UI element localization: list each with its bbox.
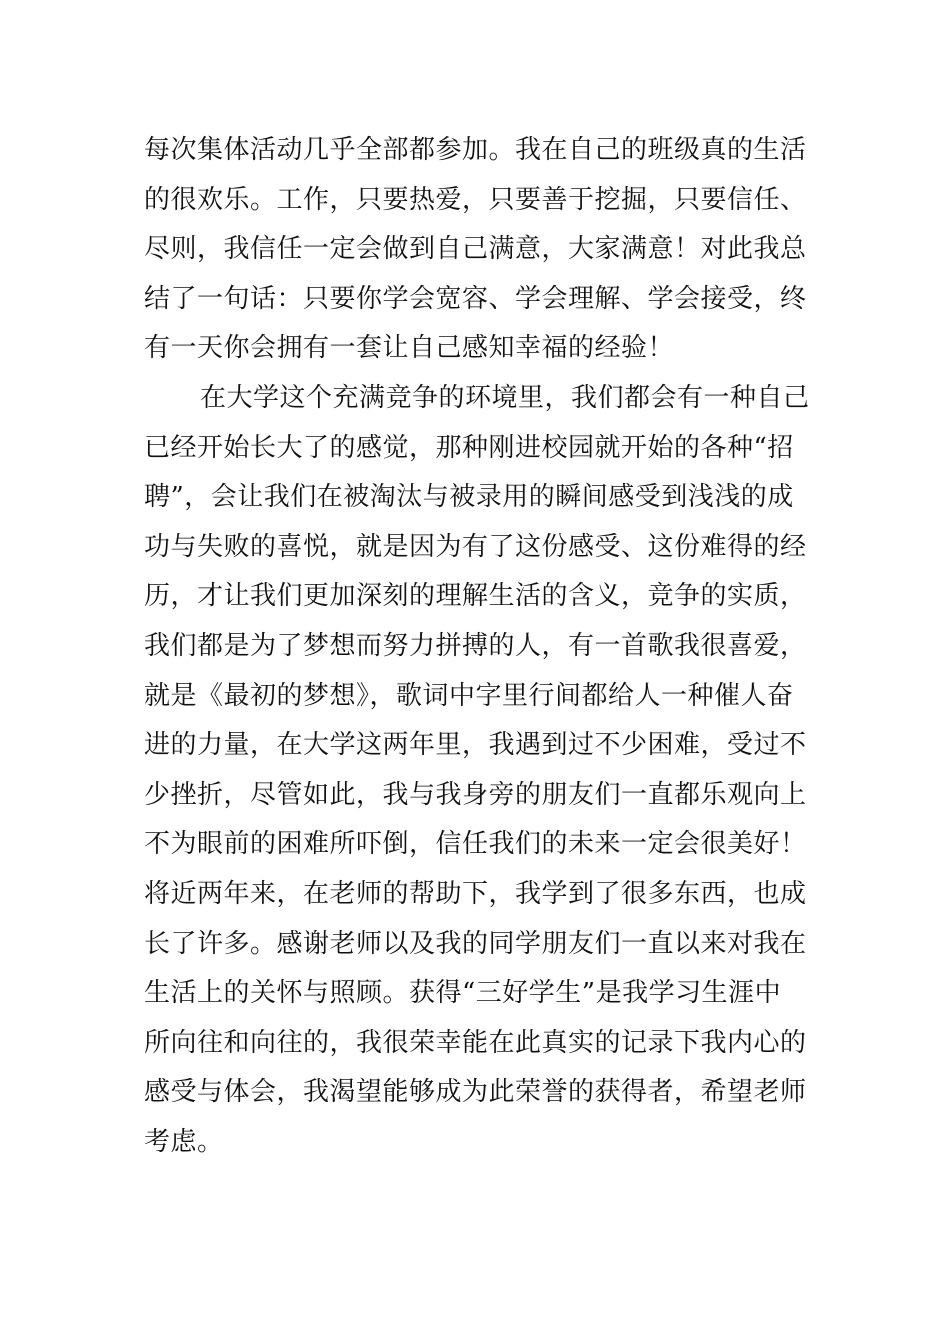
text-line: 我们都是为了梦想而努力拼搏的人，有一首歌我很喜爱， [144, 630, 807, 661]
text-line: 少挫折，尽管如此，我与我身旁的朋友们一直都乐观向上 [144, 779, 807, 810]
text-line: 将近两年来，在老师的帮助下，我学到了很多东西，也成 [144, 878, 807, 909]
text-line: 不为眼前的困难所吓倒，信任我们的未来一定会很美好！ [144, 829, 807, 860]
text-line: 有一天你会拥有一套让自己感知幸福的经验！ [144, 333, 675, 364]
text-line: 每次集体活动几乎全部都参加。我在自己的班级真的生活 [144, 135, 807, 165]
text-line: 历，才让我们更加深刻的理解生活的含义，竞争的实质， [144, 581, 807, 612]
text-line: 尽则，我信任一定会做到自己满意，大家满意！对此我总 [144, 234, 807, 265]
text-line: 进的力量，在大学这两年里，我遇到过不少困难，受过不 [144, 730, 807, 761]
text-line: 生活上的关怀与照顾。获得“三好学生”是我学习生涯中 [144, 978, 782, 1009]
paragraph-start-line: 在大学这个充满竞争的环境里，我们都会有一种自己 [200, 382, 810, 413]
text-line: 考虑。 [144, 1126, 224, 1157]
text-line: 已经开始长大了的感觉，那种刚进校园就开始的各种“招 [144, 432, 794, 463]
text-line: 结了一句话：只要你学会宽容、学会理解、学会接受，终 [144, 283, 807, 314]
text-line: 功与失败的喜悦，就是因为有了这份感受、这份难得的经 [144, 531, 807, 562]
text-line: 就是《最初的梦想》，歌词中字里行间都给人一种催人奋 [144, 680, 794, 711]
text-line: 感受与体会，我渴望能够成为此荣誉的获得者，希望老师 [144, 1077, 807, 1108]
body-text [144, 126, 824, 1167]
text-line: 聘”，会让我们在被淘汰与被录用的瞬间感受到浅浅的成 [144, 482, 794, 513]
text-line: 长了许多。感谢老师以及我的同学朋友们一直以来对我在 [144, 928, 807, 959]
text-line: 的很欢乐。工作，只要热爱，只要善于挖掘，只要信任、 [144, 184, 807, 215]
text-line: 所向往和向往的，我很荣幸能在此真实的记录下我内心的 [144, 1027, 807, 1058]
